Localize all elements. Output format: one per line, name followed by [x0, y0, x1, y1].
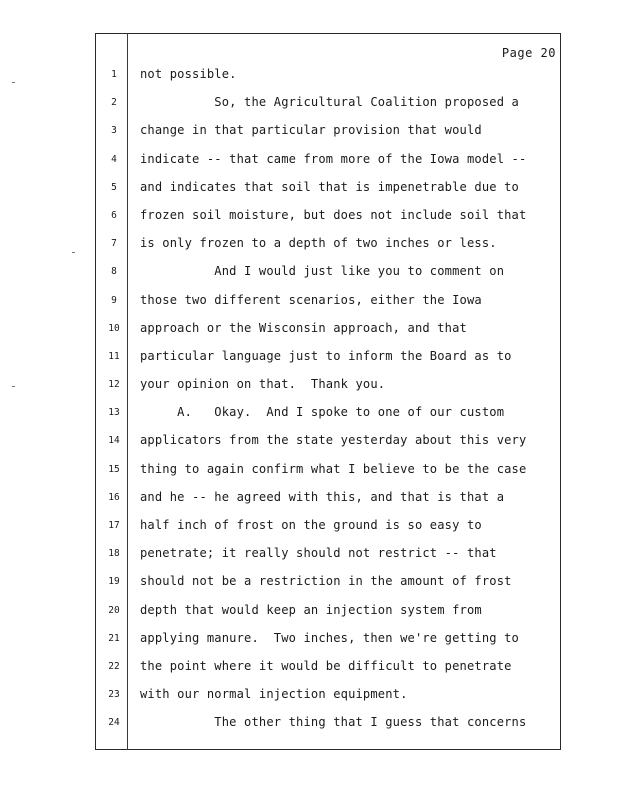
line-text: applying manure. Two inches, then we're getting to: [140, 630, 519, 645]
transcript-line: [95, 457, 561, 485]
transcript-line: [95, 569, 561, 597]
scan-mark: [12, 386, 15, 387]
transcript-line: [95, 344, 561, 372]
line-text: thing to again confirm what I believe to be the case: [140, 461, 527, 476]
line-number: 1: [111, 69, 117, 80]
transcript-line: [95, 62, 561, 90]
transcript-line: [95, 710, 561, 738]
transcript-line: [95, 203, 561, 231]
line-text: And I would just like you to comment on: [140, 264, 505, 279]
transcript-line: [95, 400, 561, 428]
line-text: your opinion on that. Thank you.: [140, 377, 386, 392]
line-text: those two different scenarios, either the Iowa: [140, 292, 482, 307]
line-number: 24: [108, 717, 120, 729]
line-text: and he -- he agreed with this, and that is that a: [140, 489, 505, 504]
transcript-line: [95, 598, 561, 626]
page-number-header: Page 20: [501, 46, 556, 60]
transcript-line: [95, 118, 561, 146]
line-number: 7: [111, 238, 117, 250]
line-number: 10: [108, 322, 120, 334]
line-text: depth that would keep an injection system from: [140, 602, 482, 617]
line-number: 6: [111, 209, 117, 221]
transcript-line: [95, 682, 561, 710]
line-text: particular language just to inform the Board as to: [140, 348, 512, 363]
line-number: 15: [108, 463, 120, 475]
line-text: penetrate; it really should not restrict -- that: [140, 546, 497, 561]
line-text: the point where it would be difficult to penetrate: [140, 658, 512, 673]
line-text: and indicates that soil that is impenetrable due to: [140, 179, 519, 194]
line-number: 22: [108, 660, 120, 672]
transcript-line: [95, 626, 561, 654]
line-number: 3: [111, 125, 117, 137]
line-text: not possible.: [140, 67, 237, 81]
line-text: frozen soil moisture, but does not include soil that: [140, 207, 527, 222]
transcript-line: [95, 654, 561, 682]
scan-mark: [12, 82, 15, 83]
transcript-line: [95, 90, 561, 118]
line-number: 17: [108, 520, 120, 531]
line-number: 20: [108, 604, 120, 616]
line-number: 9: [111, 294, 117, 306]
line-text: is only frozen to a depth of two inches or less.: [140, 236, 497, 251]
transcript-line: [95, 372, 561, 400]
transcript-line: [95, 147, 561, 175]
line-text: A. Okay. And I spoke to one of our custom: [140, 405, 505, 420]
scan-mark: [72, 252, 75, 253]
line-number: 13: [108, 407, 120, 419]
line-number: 8: [111, 266, 117, 278]
line-number: 14: [108, 435, 120, 447]
line-number: 21: [108, 632, 120, 644]
transcript-line: [95, 175, 561, 203]
transcript-line: [95, 316, 561, 344]
line-text: approach or the Wisconsin approach, and that: [140, 320, 467, 335]
line-number: 11: [108, 350, 120, 362]
line-text: half inch of frost on the ground is so easy to: [140, 518, 482, 532]
transcript-line: [95, 513, 561, 541]
line-text: The other thing that I guess that concerns: [140, 715, 527, 730]
line-text: should not be a restriction in the amount of frost: [140, 574, 512, 589]
transcript-line: [95, 541, 561, 569]
transcript-body: [95, 62, 561, 739]
line-number: 2: [111, 97, 117, 109]
transcript-line: [95, 231, 561, 259]
line-number: 4: [111, 153, 117, 165]
transcript-line: [95, 259, 561, 287]
line-text: change in that particular provision that would: [140, 123, 482, 138]
line-number: 23: [108, 689, 120, 701]
line-text: with our normal injection equipment.: [140, 687, 408, 702]
transcript-line: [95, 485, 561, 513]
line-number: 5: [111, 181, 117, 193]
line-number: 18: [108, 548, 120, 560]
line-text: So, the Agricultural Coalition proposed a: [140, 95, 519, 110]
line-text: applicators from the state yesterday about this very: [140, 433, 527, 448]
line-number: 12: [108, 379, 120, 391]
line-text: indicate -- that came from more of the Iowa model --: [140, 151, 527, 166]
line-number: 16: [108, 491, 120, 503]
line-number: 19: [108, 576, 120, 588]
transcript-line: [95, 428, 561, 456]
transcript-line: [95, 288, 561, 316]
